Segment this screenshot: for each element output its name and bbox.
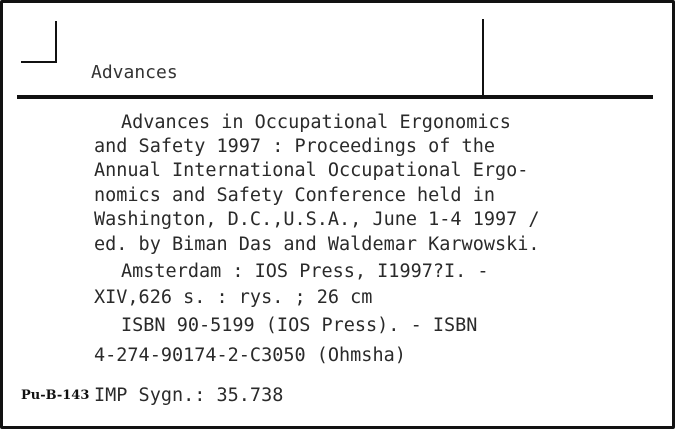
call-number-value: IMP Sygn.: 35.738 xyxy=(94,385,284,406)
entry-line-6: ed. by Biman Das and Waldemar Karwowski. xyxy=(94,234,540,255)
heading-rule xyxy=(17,95,653,99)
imprint-line: Amsterdam : IOS Press, I1997?I. - xyxy=(121,261,489,282)
entry-line-5: Washington, D.C.,U.S.A., June 1-4 1997 / xyxy=(94,209,540,230)
corner-mark-vertical xyxy=(55,21,57,63)
corner-mark-horizontal xyxy=(21,61,57,63)
entry-line-2: and Safety 1997 : Proceedings of the xyxy=(94,136,495,157)
entry-line-4: nomics and Safety Conference held in xyxy=(94,185,495,206)
call-number-label: Pu-B-143 xyxy=(21,388,90,403)
card-heading: Advances xyxy=(91,62,178,83)
collation-line: XIV,626 s. : rys. ; 26 cm xyxy=(94,287,373,308)
isbn-line-2: 4-274-90174-2-C3050 (Ohmsha) xyxy=(94,345,406,366)
entry-line-1: Advances in Occupational Ergonomics xyxy=(121,112,511,133)
header-divider xyxy=(482,19,484,95)
isbn-line-1: ISBN 90-5199 (IOS Press). - ISBN xyxy=(121,315,478,336)
entry-line-3: Annual International Occupational Ergo- xyxy=(94,160,529,181)
